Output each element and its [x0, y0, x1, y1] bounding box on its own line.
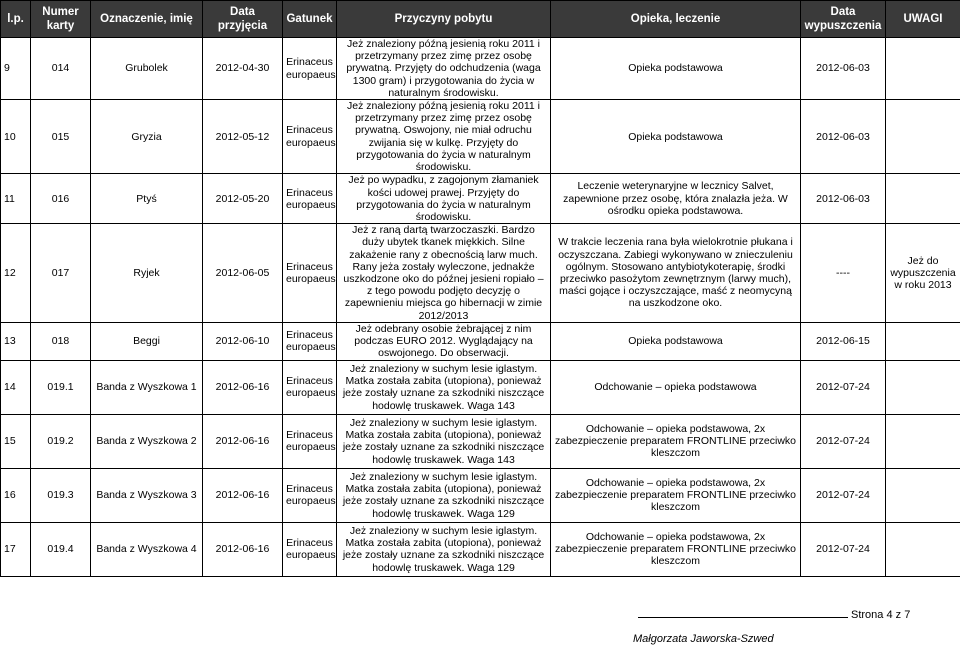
cell-date-out: 2012-06-15 — [801, 322, 886, 360]
col-header-notes: UWAGI — [886, 1, 960, 38]
col-header-care: Opieka, leczenie — [551, 1, 801, 38]
cell-card-number: 019.2 — [31, 414, 91, 468]
page-number: Strona 4 z 7 — [851, 609, 911, 621]
cell-date-in: 2012-06-10 — [203, 322, 283, 360]
table-row — [1, 360, 960, 414]
cell-care: Leczenie weterynaryjne w lecznicy Salvet, zapewnione przez osobę, która znalazła jeża. W ośrodku opieka podstawowa. — [551, 174, 801, 224]
table-row — [1, 174, 960, 224]
cell-name: Ptyś — [91, 174, 203, 224]
cell-care: W trakcie leczenia rana była wielokrotnie płukana i oczyszczana. Zabiegi wykonywano w znieczuleniu ogólnym. Stosowano antybiotykoterapię, środki przeciwko pasożytom zewnętrznym (larwy much), maści gojące i oczyszczające, maść z neomycyną na uszkodzone oko. — [551, 224, 801, 323]
cell-species: Erinaceus europaeus — [283, 468, 337, 522]
cell-reason: Jeż po wypadku, z zagojonym złamaniek kości udowej prawej. Przyjęty do przygotowania do życia w naturalnym środowisku. — [337, 174, 551, 224]
col-header-species: Gatunek — [283, 1, 337, 38]
cell-date-in: 2012-05-12 — [203, 100, 283, 174]
cell-date-out: 2012-06-03 — [801, 38, 886, 100]
cell-care: Opieka podstawowa — [551, 322, 801, 360]
table-row — [1, 468, 960, 522]
cell-species: Erinaceus europaeus — [283, 360, 337, 414]
cell-date-in: 2012-05-20 — [203, 174, 283, 224]
cell-reason: Jeż znaleziony w suchym lesie iglastym. Matka została zabita (utopiona), ponieważ jeże zostały uznane za szkodniki niszczące hodowlę truskawek. Waga 143 — [337, 414, 551, 468]
cell-species: Erinaceus europaeus — [283, 174, 337, 224]
cell-date-out: 2012-06-03 — [801, 174, 886, 224]
cell-reason: Jeż znaleziony w suchym lesie iglastym. Matka została zabita (utopiona), ponieważ jeże zostały uznane za szkodniki niszczące hodowlę truskawek. Waga 143 — [337, 360, 551, 414]
cell-reason: Jeż znaleziony w suchym lesie iglastym. Matka została zabita (utopiona), ponieważ jeże zostały uznane za szkodniki niszczące hodowlę truskawek. Waga 129 — [337, 522, 551, 576]
cell-name: Grubolek — [91, 38, 203, 100]
cell-lp: 16 — [1, 468, 31, 522]
cell-care: Odchowanie – opieka podstawowa, 2x zabezpieczenie preparatem FRONTLINE przeciwko kleszczom — [551, 468, 801, 522]
cell-date-out: 2012-07-24 — [801, 360, 886, 414]
cell-notes — [886, 522, 960, 576]
cell-lp: 10 — [1, 100, 31, 174]
cell-card-number: 014 — [31, 38, 91, 100]
table-row — [1, 100, 960, 174]
cell-date-in: 2012-06-05 — [203, 224, 283, 323]
cell-species: Erinaceus europaeus — [283, 38, 337, 100]
cell-lp: 17 — [1, 522, 31, 576]
cell-species: Erinaceus europaeus — [283, 100, 337, 174]
cell-date-in: 2012-06-16 — [203, 360, 283, 414]
cell-reason: Jeż z raną dartą twarzoczaszki. Bardzo duży ubytek tkanek miękkich. Silne zakażenie rany z obecnością larw much. Rany jeża zostały wyleczone, jednakże uszkodzone oko do późnej jesieni ropiało – z tego powodu podjęto decyzję o zapewnieniu miejsca go hibernacji w zimie 2012/2013 — [337, 224, 551, 323]
cell-care: Odchowanie – opieka podstawowa, 2x zabezpieczenie preparatem FRONTLINE przeciwko kleszczom — [551, 414, 801, 468]
table-row — [1, 38, 960, 100]
cell-date-out: 2012-06-03 — [801, 100, 886, 174]
cell-date-out: 2012-07-24 — [801, 414, 886, 468]
cell-notes — [886, 360, 960, 414]
cell-card-number: 016 — [31, 174, 91, 224]
cell-date-out: ---- — [801, 224, 886, 323]
cell-card-number: 017 — [31, 224, 91, 323]
cell-reason: Jeż znaleziony późną jesienią roku 2011 i przetrzymany przez zimę przez osobę prywatną. Przyjęty do odchudzenia (waga 1300 gram) i przygotowania do życia w naturalnym środowisku. — [337, 38, 551, 100]
cell-name: Banda z Wyszkowa 1 — [91, 360, 203, 414]
col-header-date-out: Data wypuszczenia — [801, 1, 886, 38]
cell-species: Erinaceus europaeus — [283, 522, 337, 576]
cell-care: Odchowanie – opieka podstawowa, 2x zabezpieczenie preparatem FRONTLINE przeciwko kleszczom — [551, 522, 801, 576]
cell-card-number: 015 — [31, 100, 91, 174]
cell-notes — [886, 100, 960, 174]
cell-reason: Jeż znaleziony w suchym lesie iglastym. Matka została zabita (utopiona), ponieważ jeże zostały uznane za szkodniki niszczące hodowlę truskawek. Waga 129 — [337, 468, 551, 522]
table-row — [1, 414, 960, 468]
cell-card-number: 019.4 — [31, 522, 91, 576]
cell-lp: 14 — [1, 360, 31, 414]
cell-species: Erinaceus europaeus — [283, 224, 337, 323]
cell-card-number: 018 — [31, 322, 91, 360]
cell-name: Banda z Wyszkowa 4 — [91, 522, 203, 576]
cell-name: Banda z Wyszkowa 3 — [91, 468, 203, 522]
col-header-name: Oznaczenie, imię — [91, 1, 203, 38]
author-name: Małgorzata Jaworska-Szwed — [633, 633, 774, 645]
cell-species: Erinaceus europaeus — [283, 322, 337, 360]
cell-name: Banda z Wyszkowa 2 — [91, 414, 203, 468]
cell-care: Opieka podstawowa — [551, 38, 801, 100]
cell-card-number: 019.1 — [31, 360, 91, 414]
cell-care: Opieka podstawowa — [551, 100, 801, 174]
cell-lp: 13 — [1, 322, 31, 360]
cell-date-in: 2012-06-16 — [203, 468, 283, 522]
cell-lp: 15 — [1, 414, 31, 468]
cell-date-in: 2012-06-16 — [203, 522, 283, 576]
cell-date-in: 2012-04-30 — [203, 38, 283, 100]
cell-reason: Jeż odebrany osobie żebrającej z nim podczas EURO 2012. Wyglądający na oswojonego. Do obserwacji. — [337, 322, 551, 360]
footer-rule — [638, 617, 848, 618]
col-header-card-number: Numer karty — [31, 1, 91, 38]
cell-date-in: 2012-06-16 — [203, 414, 283, 468]
cell-notes — [886, 38, 960, 100]
col-header-lp: l.p. — [1, 1, 31, 38]
cell-care: Odchowanie – opieka podstawowa — [551, 360, 801, 414]
cell-lp: 9 — [1, 38, 31, 100]
cell-name: Ryjek — [91, 224, 203, 323]
cell-date-out: 2012-07-24 — [801, 468, 886, 522]
cell-name: Beggi — [91, 322, 203, 360]
cell-notes — [886, 414, 960, 468]
cell-notes — [886, 468, 960, 522]
cell-notes — [886, 322, 960, 360]
cell-notes: Jeż do wypuszczenia w roku 2013 — [886, 224, 960, 323]
cell-notes — [886, 174, 960, 224]
table-header-row — [1, 1, 960, 38]
col-header-date-in: Data przyjęcia — [203, 1, 283, 38]
table-row — [1, 322, 960, 360]
cell-lp: 12 — [1, 224, 31, 323]
cell-lp: 11 — [1, 174, 31, 224]
cell-card-number: 019.3 — [31, 468, 91, 522]
cell-name: Gryzia — [91, 100, 203, 174]
table-row — [1, 224, 960, 323]
table-row — [1, 522, 960, 576]
col-header-reason: Przyczyny pobytu — [337, 1, 551, 38]
cell-date-out: 2012-07-24 — [801, 522, 886, 576]
cell-reason: Jeż znaleziony późną jesienią roku 2011 i przetrzymany przez zimę przez osobę prywatną. Oswojony, nie miał odruchu zwijania się w kulkę. Przyjęty do przygotowania do życia w naturalnym środowisku. — [337, 100, 551, 174]
cell-species: Erinaceus europaeus — [283, 414, 337, 468]
